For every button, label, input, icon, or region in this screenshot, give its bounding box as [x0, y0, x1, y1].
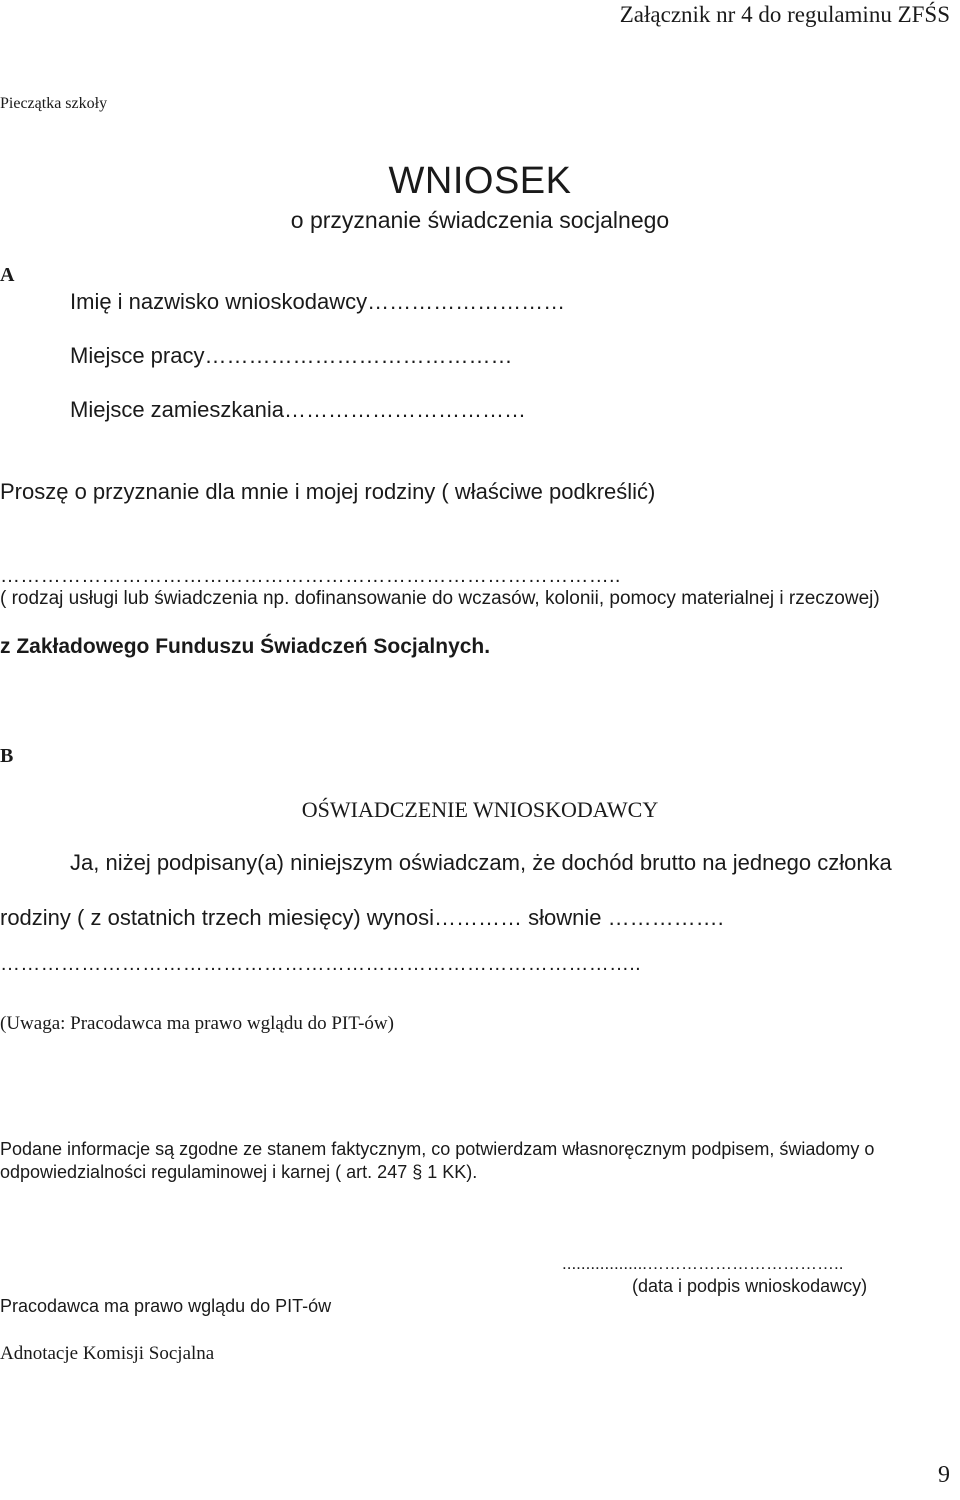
- service-fill-line: ………………………………………………………………………………..: [0, 565, 621, 587]
- document-title-text: WNIOSEK: [388, 160, 572, 202]
- declaration-title: OŚWIADCZENIE WNIOSKODAWCY: [301, 797, 659, 822]
- residence-field: Miejsce zamieszkania……………………………: [70, 397, 526, 422]
- signature-line: ..................……………………………..: [562, 1254, 844, 1273]
- declaration-line-2: rodziny ( z ostatnich trzech miesięcy) wynosi………… słownie …………….: [0, 905, 724, 930]
- truthfulness-statement: Podane informacje są zgodne ze stanem faktycznym, co potwierdzam własnoręcznym podpisem, świadomy o odpowiedzialności regulaminowej i karnej ( art. 247 § 1 KK).: [0, 1139, 875, 1182]
- applicant-name-field: Imię i nazwisko wnioskodawcy………………………: [70, 289, 566, 314]
- request-text: Proszę o przyznanie dla mnie i mojej rodziny ( właściwe podkreślić): [0, 479, 656, 504]
- document-title: [0, 160, 960, 203]
- committee-note: Adnotacje Komisji Socjalna: [0, 1343, 215, 1364]
- signature-label: (data i podpis wnioskodawcy): [632, 1276, 868, 1296]
- section-b-letter: B: [0, 745, 14, 767]
- annex-reference: Załącznik nr 4 do regulaminu ZFŚS: [619, 2, 950, 27]
- pit-note: (Uwaga: Pracodawca ma prawo wglądu do PIT-ów): [0, 1013, 394, 1034]
- section-a-letter: A: [0, 264, 15, 286]
- workplace-field: Miejsce pracy……………………………………: [70, 343, 513, 368]
- service-hint: ( rodzaj usługi lub świadczenia np. dofinansowanie do wczasów, kolonii, pomocy materialnej i rzeczowej): [0, 588, 880, 609]
- fund-reference: z Zakładowego Funduszu Świadczeń Socjalnych.: [0, 635, 491, 658]
- employer-note: Pracodawca ma prawo wglądu do PIT-ów: [0, 1296, 332, 1316]
- school-stamp-label: Pieczątka szkoły: [0, 95, 108, 112]
- document-subtitle: o przyznanie świadczenia socjalnego: [290, 207, 670, 233]
- declaration-fill-line: …………………………………………………………………………………..: [0, 953, 642, 975]
- page-number: 9: [938, 1462, 950, 1488]
- declaration-line-1: Ja, niżej podpisany(a) niniejszym oświadczam, że dochód brutto na jednego członka: [70, 850, 892, 875]
